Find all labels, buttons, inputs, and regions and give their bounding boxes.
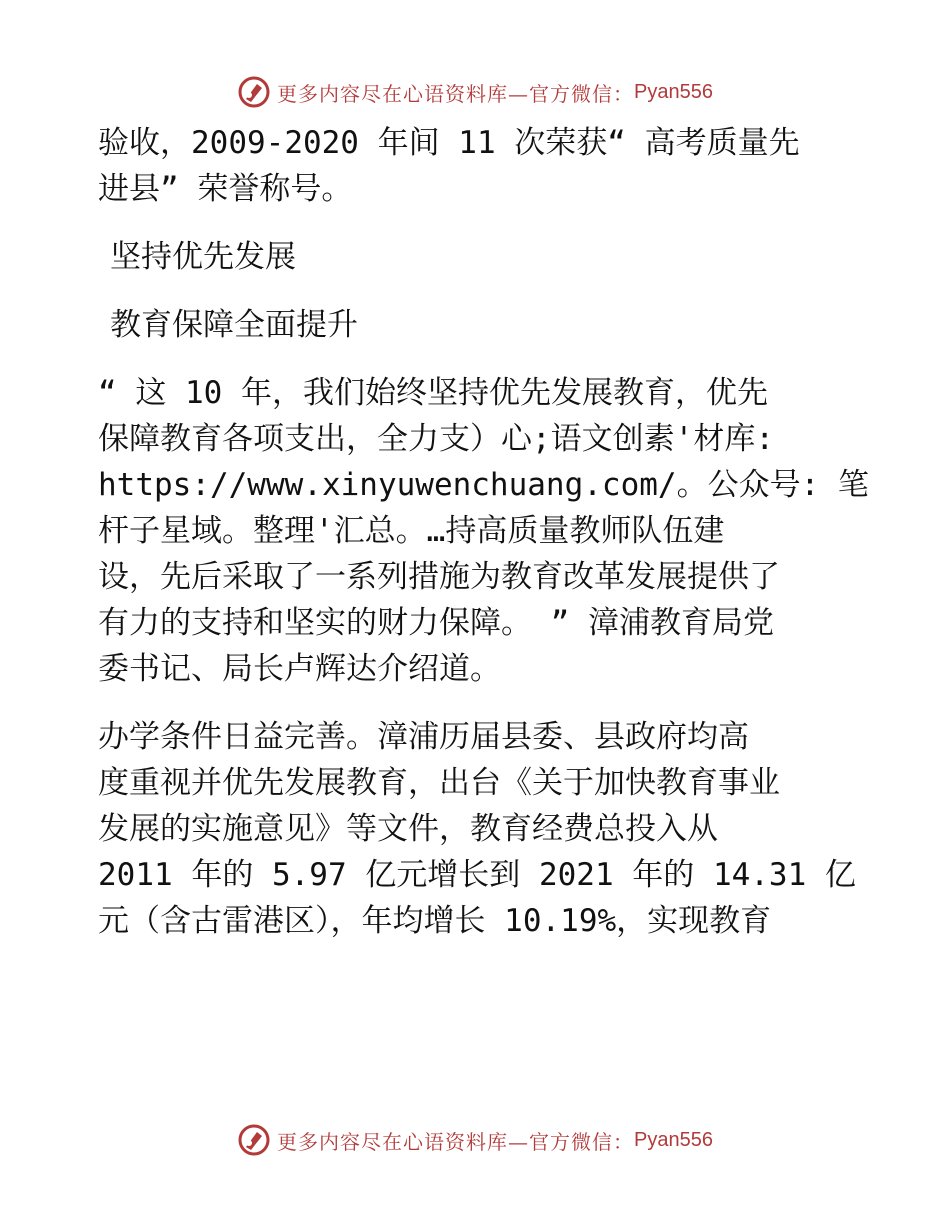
footer-banner-text: 更多内容尽在心语资料库—官方微信： [277, 1129, 635, 1154]
footer-banner [0, 1120, 950, 1160]
text-line: 验收，2009-2020 年间 11 次荣获“ 高考质量先 [98, 125, 800, 161]
section-subheading: 教育保障全面提升 [110, 307, 358, 343]
article-body [98, 120, 869, 966]
paragraph [98, 120, 858, 212]
text-line: “ 这 10 年，我们始终坚持优先发展教育，优先 [98, 375, 768, 411]
brand-logo-icon [237, 1123, 271, 1157]
text-line: 度重视并优先发展教育，出台《关于加快教育事业 [98, 765, 780, 801]
text-line: 元（含古雷港区），年均增长 10.19%，实现教育 [98, 903, 772, 939]
text-line: 委书记、局长卢辉达介绍道。 [98, 651, 501, 687]
header-banner [0, 72, 950, 112]
text-line: https://www.xinyuwenchuang.com/。公众号: 笔 [98, 467, 869, 503]
text-line: 进县” 荣誉称号。 [98, 171, 353, 207]
text-line: 设，先后采取了一系列措施为教育改革发展提供了 [98, 559, 780, 595]
text-line: 办学条件日益完善。漳浦历届县委、县政府均高 [98, 719, 749, 755]
brand-logo-icon [237, 75, 271, 109]
text-line: 保障教育各项支出，全力支）心;语文创素'材库: [98, 421, 774, 457]
paragraph [98, 370, 869, 692]
text-line: 2011 年的 5.97 亿元增长到 2021 年的 14.31 亿 [98, 857, 856, 893]
footer-wechat-id: Pyan556 [634, 1128, 713, 1151]
section-heading: 坚持优先发展 [110, 239, 296, 275]
text-line: 杆子星域。整理'汇总。…持高质量教师队伍建 [98, 513, 725, 549]
text-line: 有力的支持和坚实的财力保障。 ” 漳浦教育局党 [98, 605, 774, 641]
header-banner-text: 更多内容尽在心语资料库—官方微信： [277, 81, 635, 106]
header-wechat-id: Pyan556 [634, 80, 713, 103]
paragraph [98, 714, 858, 944]
text-line: 发展的实施意见》等文件，教育经费总投入从 [98, 811, 718, 847]
